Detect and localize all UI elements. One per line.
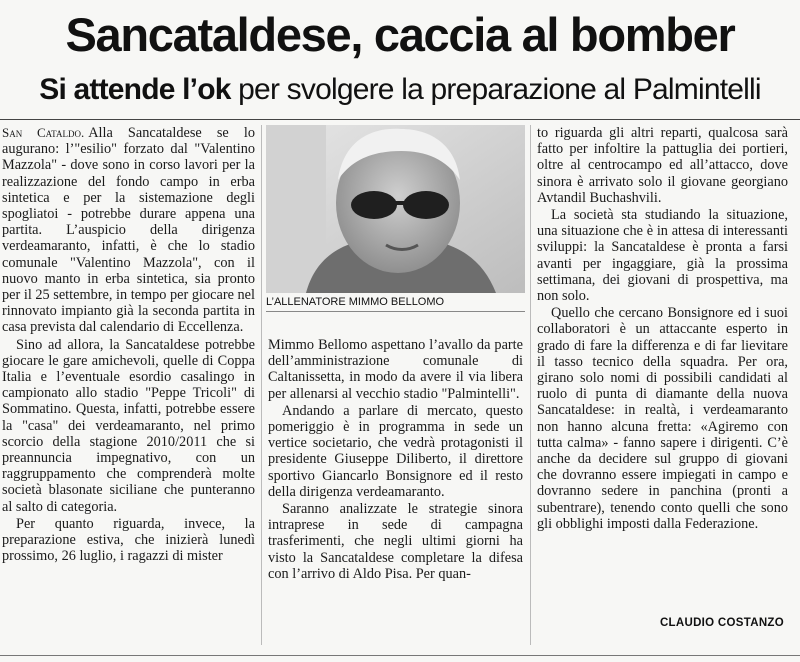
dateline: San Cataldo. (2, 125, 85, 140)
paragraph: Per quanto riguarda, invece, la preparazione estiva, che inizierà lunedì prossimo, 26 luglio, i ragazzi di mister (2, 515, 255, 565)
paragraph: Saranno analizzate le strategie sinora intraprese in sede di campagna trasferimenti, che negli ultimi giorni ha visto la Sancataldese completare la difesa con l’arrivo di Aldo Pisa. Per quan- (268, 501, 523, 582)
paragraph: La società sta studiando la situazione, una situazione che è in attesa di interessanti sviluppi: la Sancataldese è pronta a farsi avanti per ingaggiare, già la prossima settimana, dei giovani di prospettiva, ma non solo. (537, 207, 788, 305)
article-column-1 (2, 125, 255, 564)
paragraph (2, 125, 255, 336)
headline: Sancataldese, caccia al bomber (65, 8, 735, 61)
coach-portrait-image (266, 125, 525, 293)
photo-caption: L’ALLENATORE MIMMO BELLOMO (266, 295, 525, 312)
paragraph: Quello che cercano Bonsignore ed i suoi collaboratori è un attaccante esperto in grado di fare la differenza e di far lievitare il tasso tecnico della squadra. Per ora, girano solo nomi di possibili candidati al ruolo di punta di diamante della nuova Sancataldese: in realtà, i verdeamaranto non hanno alcuna fretta: «Agiremo con tutta calma» - fanno sapere i dirigenti. C’è anche da decidere sul gruppo di giovani che dovranno essere impiegati in campo e dovranno sedere in panchina (pronti a subentrare), tenendo conto quelli che sono gli obblighi imposti dalla Federazione. (537, 305, 788, 532)
column-divider (261, 125, 262, 645)
subheadline-bold: Si attende l’ok (39, 73, 231, 106)
paragraph: Sino ad allora, la Sancataldese potrebbe giocare le gare amichevoli, quelle di Coppa Italia e l’eventuale esordio casalingo in campionato allo stadio "Peppe Tricoli" di Sommatino. Questa, infatti, potrebbe essere la "casa" dei verdeamaranto, nel primo scorcio della stagione 2010/2011 che si preannuncia impegnativo, con un raggruppamento che comprenderà molte società blasonate siciliane che punteranno al salto di categoria. (2, 336, 255, 515)
paragraph: Andando a parlare di mercato, questo pomeriggio è in programma in sede un vertice societario, che vedrà protagonisti il presidente Giuseppe Diliberto, il direttore sportivo Giancarlo Bonsignore ed il resto della dirigenza verdeamaranto. (268, 402, 523, 500)
paragraph: to riguarda gli altri reparti, qualcosa sarà fatto per infoltire la pattuglia dei portieri, oltre al centrocampo ed all’attacco, dove sinora è arrivato solo il giovane georgiano Avtandil Buchashvili. (537, 125, 788, 206)
footer-rule (0, 655, 800, 656)
coach-photo (266, 125, 525, 293)
subheadline-rest: per svolgere la preparazione al Palmintelli (230, 73, 761, 106)
header-rule (0, 119, 800, 120)
article-column-2 (268, 337, 523, 582)
author-byline: CLAUDIO COSTANZO (659, 617, 784, 629)
column-divider (530, 125, 531, 645)
paragraph: Mimmo Bellomo aspettano l’avallo da parte dell’amministrazione comunale di Caltanissetta, in modo da avere il via libera per allenarsi al vecchio stadio "Palmintelli". (268, 337, 523, 402)
article-column-3 (537, 125, 788, 532)
subheadline (0, 69, 800, 111)
paragraph-text: Alla Sancataldese se lo augurano: l’"esilio" forzato dal "Valentino Mazzola" - dove sono in corso lavori per la realizzazione del fondo campo in erba sintetica e per la sistemazione degli spogliatoi - potrebbe durare appena una partita. L’auspicio della dirigenza verdeamaranto, infatti, è che lo stadio comunale "Valentino Mazzola", con il nuovo manto in erba sintetica, sia pronto per il 25 settembre, in tempo per giocare nel rinnovato impianto già la seconda partita in casa prevista dal calendario di Eccellenza. (2, 125, 255, 336)
